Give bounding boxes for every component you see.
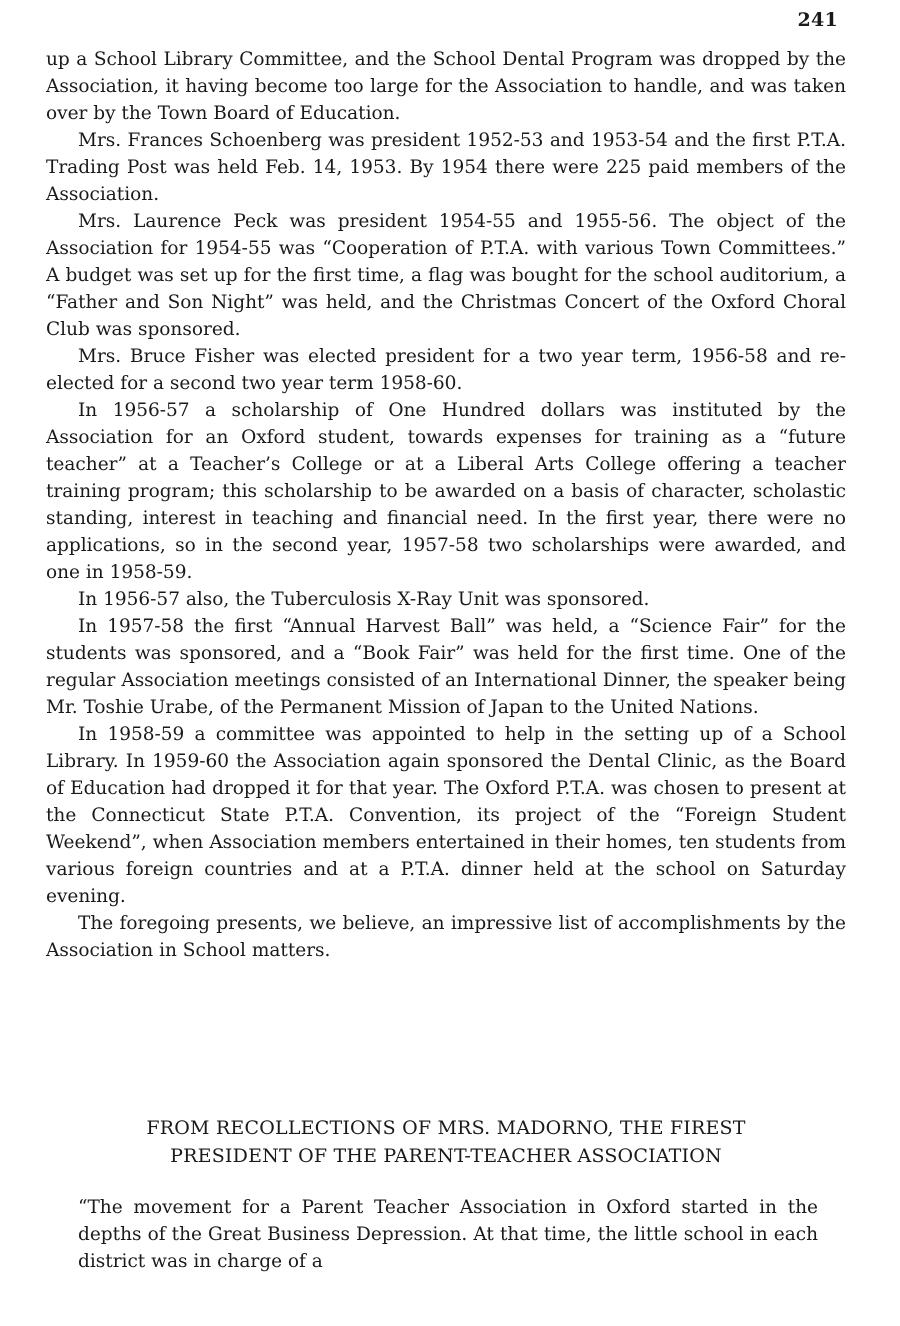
body-text	[46, 46, 846, 964]
paragraph-scholarship: In 1956-57 a scholarship of One Hundred dollars was instituted by the Association for an Oxford student, towards expenses for training as a “future teacher” at a Teacher’s College or at a Liberal Arts College offering a teacher training program; this scholarship to be awarded on a basis of character, scholastic standing, interest in teaching and financial need. In the first year, there were no applications, so in the second year, 1957-58 two scholarships were awarded, and one in 1958-59.	[46, 400, 846, 583]
paragraph-peck: Mrs. Laurence Peck was president 1954-55 and 1955-56. The object of the Association for 1954-55 was “Cooperation of P.T.A. with various Town Committees.” A budget was set up for the first time, a flag was bought for the school auditorium, a “Father and Son Night” was held, and the Christmas Concert of the Oxford Choral Club was sponsored.	[46, 211, 846, 340]
paragraph-schoenberg: Mrs. Frances Schoenberg was president 1952-53 and 1953-54 and the first P.T.A. Trading Post was held Feb. 14, 1953. By 1954 there were 225 paid members of the Association.	[46, 130, 846, 205]
section-heading-line-1: FROM RECOLLECTIONS OF MRS. MADORNO, THE FIREST	[146, 1117, 746, 1139]
page-number: 241	[797, 9, 838, 31]
paragraph-foreign-student: In 1958-59 a committee was appointed to help in the setting up of a School Library. In 1959-60 the Association again sponsored the Dental Clinic, as the Board of Education had dropped it for that year. The Oxford P.T.A. was chosen to present at the Connecticut State P.T.A. Convention, its project of the “Foreign Student Weekend”, when Association members entertained in their homes, ten students from various foreign countries and at a P.T.A. dinner held at the school on Saturday evening.	[46, 724, 846, 907]
section-heading	[46, 1114, 846, 1170]
paragraph-library-committee: up a School Library Committee, and the School Dental Program was dropped by the Association, it having become too large for the Association to handle, and was taken over by the Town Board of Education.	[46, 49, 846, 124]
paragraph-fisher: Mrs. Bruce Fisher was elected president for a two year term, 1956-58 and re-elected for a second two year term 1958-60.	[46, 346, 846, 394]
quote-paragraph: “The movement for a Parent Teacher Association in Oxford started in the depths of the Great Business Depression. At that time, the little school in each district was in charge of a	[78, 1197, 818, 1272]
paragraph-foregoing: The foregoing presents, we believe, an impressive list of accomplishments by the Association in School matters.	[46, 913, 846, 961]
quote-text	[78, 1194, 818, 1275]
section-heading-line-2: PRESIDENT OF THE PARENT-TEACHER ASSOCIATION	[170, 1145, 722, 1167]
paragraph-harvest-ball: In 1957-58 the first “Annual Harvest Ball” was held, a “Science Fair” for the students was sponsored, and a “Book Fair” was held for the first time. One of the regular Association meetings consisted of an International Dinner, the speaker being Mr. Toshie Urabe, of the Permanent Mission of Japan to the United Nations.	[46, 616, 846, 718]
paragraph-xray-unit: In 1956-57 also, the Tuberculosis X-Ray Unit was sponsored.	[78, 589, 650, 610]
